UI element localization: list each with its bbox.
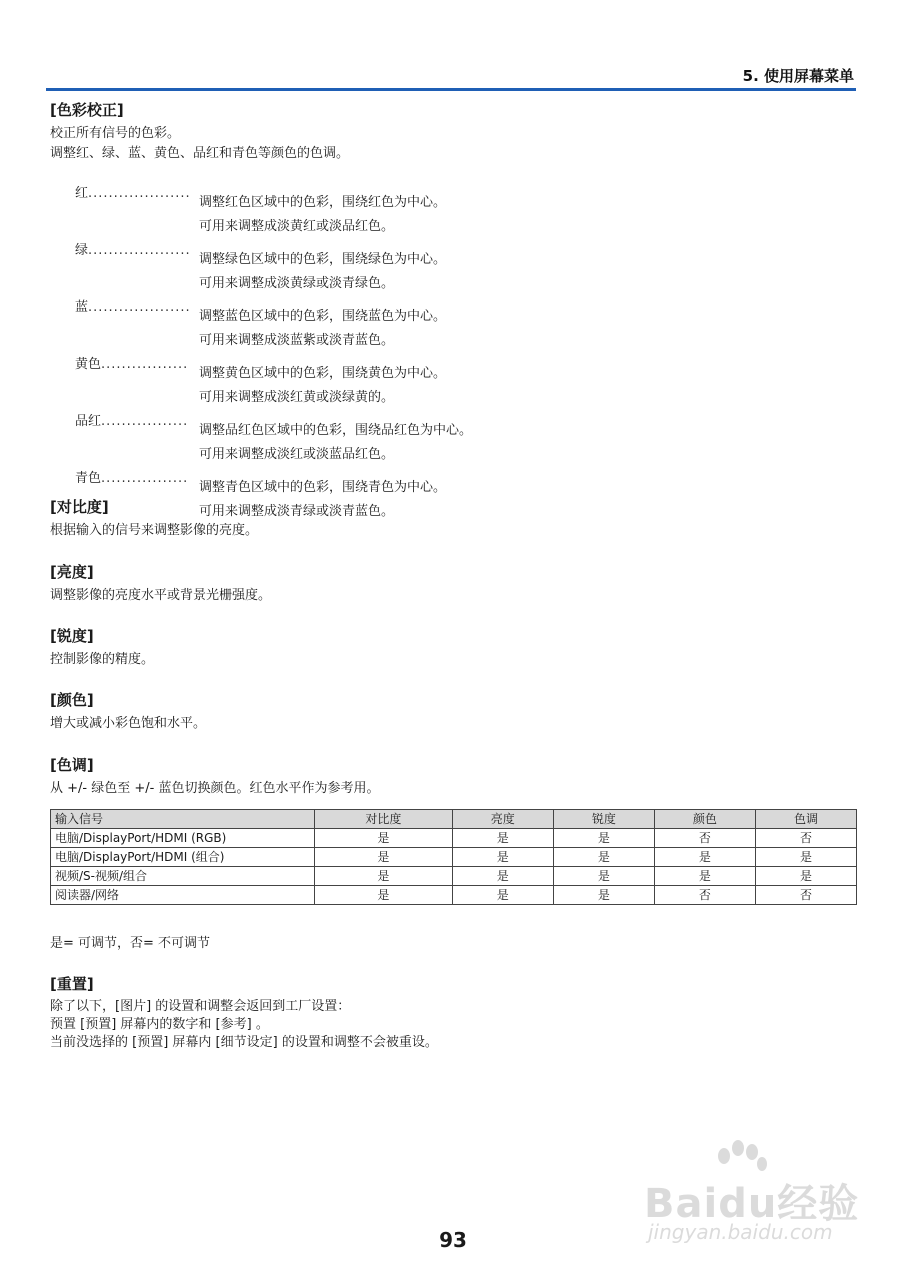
sharpness-section <box>50 626 856 670</box>
watermark-url: jingyan.baidu.com <box>648 1220 833 1244</box>
color-item-desc-2: 可用来调整成淡红黄或淡绿黄的。 <box>199 390 395 405</box>
color-text: 增大或减小彩色饱和水平。 <box>50 716 207 731</box>
color-item: 绿....................调整绿色区域中的色彩，围绕绿色为中心。 <box>75 239 795 272</box>
table-cell: 是 <box>654 848 755 867</box>
table-cell: 视频/S-视频/组合 <box>51 867 315 886</box>
color-item-desc-2: 可用来调整成淡黄红或淡品红色。 <box>199 219 395 234</box>
sharpness-title: [锐度] <box>50 627 94 645</box>
reset-section <box>50 974 856 1052</box>
contrast-section <box>50 497 856 541</box>
color-item-name: 蓝 <box>75 300 89 315</box>
table-cell: 是 <box>452 886 553 905</box>
table-row <box>51 886 857 905</box>
table-cell: 是 <box>315 886 453 905</box>
table-cell: 是 <box>553 829 654 848</box>
table-header: 对比度 <box>315 810 453 829</box>
reset-line-1: 除了以下，[图片] 的设置和调整会返回到工厂设置： <box>50 999 351 1014</box>
table-cell: 是 <box>315 848 453 867</box>
reset-line-2: 预置 [预置] 屏幕内的数字和 [参考] 。 <box>50 1017 269 1032</box>
color-item: 青色.................调整青色区域中的色彩，围绕青色为中心。 <box>75 467 795 500</box>
table-cell: 否 <box>654 886 755 905</box>
table-cell: 否 <box>654 829 755 848</box>
color-item-name: 红 <box>75 186 89 201</box>
reset-title: [重置] <box>50 975 94 993</box>
table-row <box>51 867 857 886</box>
watermark-brand: Baidu经验 <box>644 1181 860 1227</box>
color-item-desc: 调整绿色区域中的色彩，围绕绿色为中心。 <box>199 252 447 267</box>
table-cell: 电脑/DisplayPort/HDMI (RGB) <box>51 829 315 848</box>
table-cell: 否 <box>755 829 856 848</box>
sharpness-text: 控制影像的精度。 <box>50 652 155 667</box>
color-correction-line-1: 校正所有信号的色彩。 <box>50 126 181 141</box>
color-item-desc: 调整蓝色区域中的色彩，围绕蓝色为中心。 <box>199 309 447 324</box>
page-number: 93 <box>439 1228 467 1252</box>
table-cell: 是 <box>755 848 856 867</box>
color-item-desc-2: 可用来调整成淡青绿或淡青蓝色。 <box>199 504 395 519</box>
table-header: 亮度 <box>452 810 553 829</box>
table-cell: 是 <box>553 886 654 905</box>
hue-text: 从 +/- 绿色至 +/- 蓝色切换颜色。红色水平作为参考用。 <box>50 781 380 796</box>
color-correction-section <box>50 100 856 164</box>
chapter-header <box>46 66 856 91</box>
table-cell: 否 <box>755 886 856 905</box>
table-row <box>51 848 857 867</box>
legend-section <box>50 934 856 954</box>
table-cell: 电脑/DisplayPort/HDMI (组合) <box>51 848 315 867</box>
adjustment-table <box>50 809 857 905</box>
color-item-desc: 调整青色区域中的色彩，围绕青色为中心。 <box>199 480 447 495</box>
color-item: 蓝....................调整蓝色区域中的色彩，围绕蓝色为中心。 <box>75 296 795 329</box>
color-item: 品红.................调整品红色区域中的色彩，围绕品红色为中心。 <box>75 410 795 443</box>
table-cell: 是 <box>315 867 453 886</box>
hue-section <box>50 755 856 799</box>
color-item-desc: 调整红色区域中的色彩，围绕红色为中心。 <box>199 195 447 210</box>
table-cell: 是 <box>654 867 755 886</box>
legend-text: 是= 可调节，否= 不可调节 <box>50 936 211 951</box>
brightness-title: [亮度] <box>50 563 94 581</box>
table-cell: 是 <box>755 867 856 886</box>
hue-title: [色调] <box>50 756 94 774</box>
table-cell: 是 <box>315 829 453 848</box>
color-item-desc-2: 可用来调整成淡红或淡蓝品红色。 <box>199 447 395 462</box>
table-header: 颜色 <box>654 810 755 829</box>
contrast-title: [对比度] <box>50 498 109 516</box>
color-title: [颜色] <box>50 691 94 709</box>
color-item-desc-2: 可用来调整成淡黄绿或淡青绿色。 <box>199 276 395 291</box>
table-header: 色调 <box>755 810 856 829</box>
color-correction-title: [色彩校正] <box>50 101 124 119</box>
color-item: 黄色.................调整黄色区域中的色彩，围绕黄色为中心。 <box>75 353 795 386</box>
table-cell: 是 <box>553 867 654 886</box>
table-row <box>51 829 857 848</box>
color-item: 红....................调整红色区域中的色彩，围绕红色为中心。 <box>75 182 795 215</box>
color-item-desc: 调整黄色区域中的色彩，围绕黄色为中心。 <box>199 366 447 381</box>
color-item-name: 品红 <box>75 414 102 429</box>
table-cell: 是 <box>553 848 654 867</box>
brightness-section <box>50 562 856 606</box>
color-item-desc-2: 可用来调整成淡蓝紫或淡青蓝色。 <box>199 333 395 348</box>
table-header: 锐度 <box>553 810 654 829</box>
color-item-name: 绿 <box>75 243 89 258</box>
color-section <box>50 690 856 734</box>
reset-line-3: 当前没选择的 [预置] 屏幕内 [细节设定] 的设置和调整不会被重设。 <box>50 1035 438 1050</box>
color-item-name: 青色 <box>75 471 102 486</box>
table-cell: 阅读器/网络 <box>51 886 315 905</box>
color-item-list <box>75 182 795 524</box>
brightness-text: 调整影像的亮度水平或背景光栅强度。 <box>50 588 272 603</box>
chapter-title: 5. 使用屏幕菜单 <box>742 67 854 85</box>
color-correction-line-2: 调整红、绿、蓝、黄色、品红和青色等颜色的色调。 <box>50 146 350 161</box>
table-cell: 是 <box>452 848 553 867</box>
table-header: 输入信号 <box>51 810 315 829</box>
table-cell: 是 <box>452 867 553 886</box>
color-item-name: 黄色 <box>75 357 102 372</box>
color-item-desc: 调整品红色区域中的色彩，围绕品红色为中心。 <box>199 423 473 438</box>
table-header-row <box>51 810 857 829</box>
table-cell: 是 <box>452 829 553 848</box>
contrast-text: 根据输入的信号来调整影像的亮度。 <box>50 523 259 538</box>
